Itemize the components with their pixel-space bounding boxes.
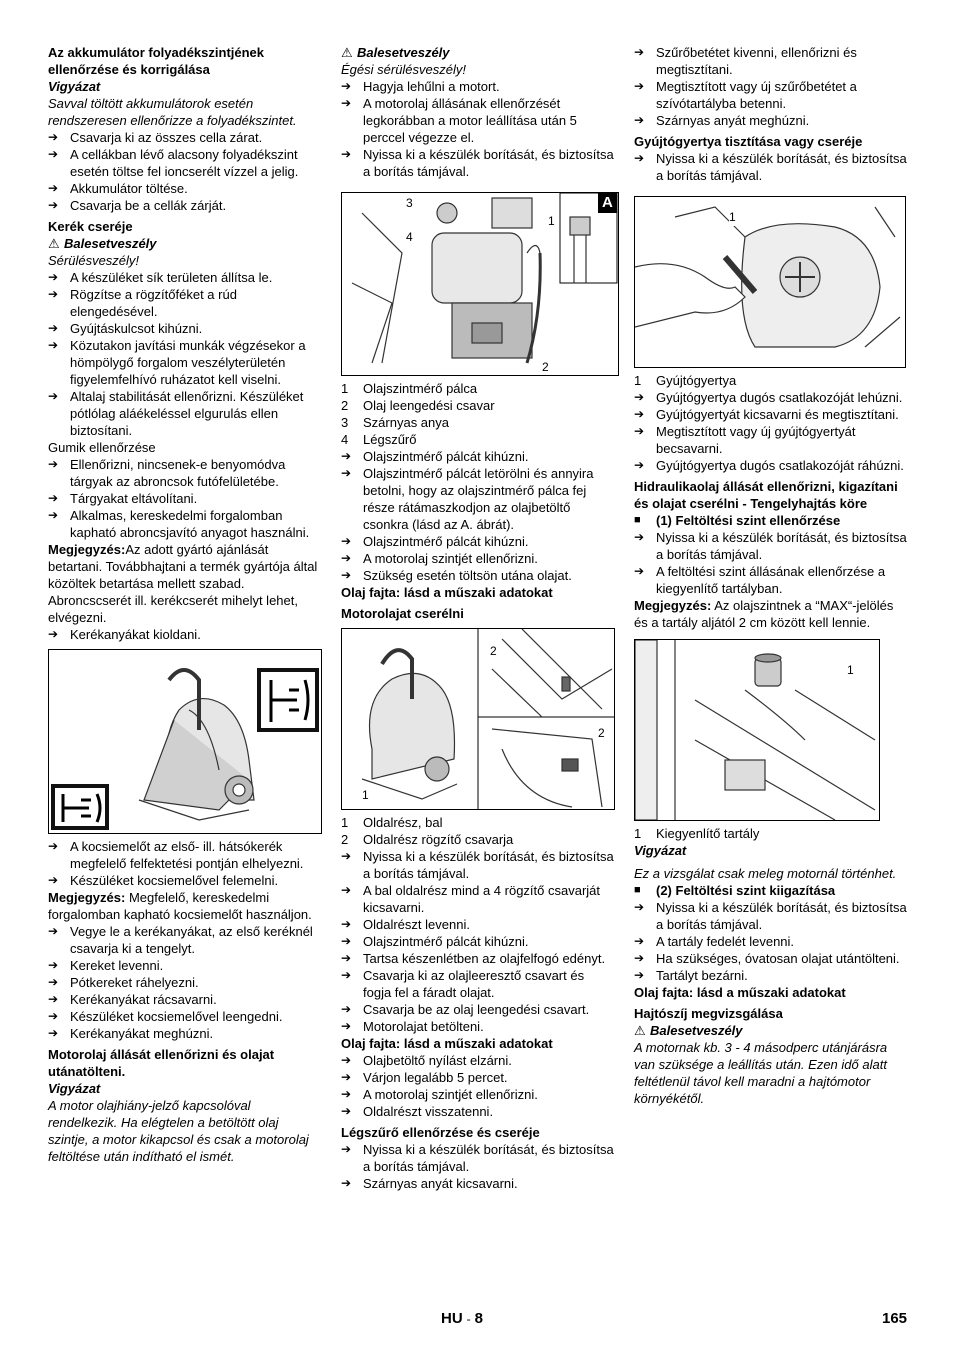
- arrow-icon: ➔: [48, 873, 59, 887]
- list-item: ➔ A tartály fedelét levenni.: [634, 934, 795, 949]
- arrow-icon: ➔: [341, 449, 352, 463]
- arrow-icon: ➔: [48, 389, 59, 403]
- hydraulic-adjust: ■ (2) Feltöltési szint kiigazítása: [634, 883, 836, 898]
- list-item: 2 Olaj leengedési csavar: [341, 398, 495, 413]
- arrow-icon: ➔: [634, 390, 645, 404]
- list-item: ➔ Olajszintmérő pálcát kihúzni.: [341, 934, 529, 949]
- arrow-icon: ➔: [341, 1019, 352, 1033]
- column-right: [634, 44, 908, 1107]
- arrow-icon: ➔: [48, 1026, 59, 1040]
- arrow-icon: ➔: [48, 130, 59, 144]
- list-item: ➔ Kerékanyákat meghúzni.: [48, 1026, 214, 1041]
- list-item: ➔ Rögzítse a rögzítőféket a rúd elengedésével.: [48, 287, 237, 319]
- list-item: ➔ Altalaj stabilitását ellenőrizni. Készüléket pótlólag aláékeléssel elgurulás ellen biztosítani.: [48, 389, 304, 438]
- arrow-icon: ➔: [48, 198, 59, 212]
- belt-danger: ⚠ Balesetveszély: [634, 1023, 743, 1038]
- list-item: ➔ Kereket levenni.: [48, 958, 164, 973]
- list-item: 1 Olajszintmérő pálca: [341, 381, 478, 396]
- callout-3: 3: [406, 196, 413, 210]
- arrow-icon: ➔: [341, 968, 352, 982]
- oil-caution: Vigyázat: [48, 1081, 101, 1096]
- figure-sweeper-jack-points: [48, 649, 322, 834]
- warning-triangle-icon: ⚠: [48, 236, 60, 251]
- footer-local-page: 8: [474, 1310, 484, 1327]
- list-item: ➔ A feltöltési szint állásának ellenőrzése a kiegyenlítő tartályban.: [634, 564, 886, 596]
- callout-1: 1: [847, 663, 854, 677]
- list-item: ➔ Nyissa ki a készülék borítását, és biztosítsa a borítás támjával.: [634, 151, 907, 183]
- hydraulic-note: Megjegyzés: Az olajszintnek a “MAX“-jelölés és a tartály aljától 2 cm között kell lennie.: [634, 598, 894, 630]
- list-item: ➔ Szárnyas anyát meghúzni.: [634, 113, 810, 128]
- footer-separator: -: [466, 1312, 471, 1326]
- legend-expansion-tank: 1 Kiegyenlítő tartály: [634, 826, 760, 841]
- list-item: ➔ A motorolaj szintjét ellenőrizni.: [341, 551, 538, 566]
- callout-2a: 2: [490, 644, 497, 658]
- arrow-icon: ➔: [341, 534, 352, 548]
- arrow-icon: ➔: [48, 975, 59, 989]
- arrow-icon: ➔: [634, 407, 645, 421]
- spark-plug-steps: [634, 389, 908, 474]
- burn-danger-text: Égési sérülésveszély!: [341, 62, 466, 77]
- arrow-icon: ➔: [341, 934, 352, 948]
- list-item: ➔ Csavarja ki az olajleeresztő csavart és fogja fel a fáradt olajat.: [341, 968, 585, 1000]
- list-item: ➔ Csavarja be az olaj leengedési csavart.: [341, 1002, 590, 1017]
- list-item: ➔ Nyissa ki a készülék borítását, és biztosítsa a borítás támjával.: [634, 530, 907, 562]
- arrow-icon: ➔: [48, 270, 59, 284]
- figure-engine: [341, 192, 619, 376]
- square-bullet-icon: ■: [634, 884, 641, 896]
- warning-triangle-icon: ⚠: [341, 45, 353, 60]
- arrow-icon: ➔: [634, 951, 645, 965]
- arrow-icon: ➔: [341, 1070, 352, 1084]
- battery-title: Az akkumulátor folyadékszintjének ellenőrzése és korrigálása: [48, 45, 265, 77]
- list-item: ➔ Motorolajat betölteni.: [341, 1019, 484, 1034]
- list-item: ➔ Nyissa ki a készülék borítását, és biztosítsa a borítás támjával.: [634, 900, 907, 932]
- hydraulic-check: ■ (1) Feltöltési szint ellenőrzése: [634, 513, 841, 528]
- change-steps: [48, 923, 322, 1042]
- arrow-icon: ➔: [634, 900, 645, 914]
- list-item: ➔ Készüléket kocsiemelővel leengedni.: [48, 1009, 283, 1024]
- list-item: ➔ A bal oldalrész mind a 4 rögzítő csavarját kicsavarni.: [341, 883, 601, 915]
- list-item: ➔ Oldalrészt levenni.: [341, 917, 470, 932]
- arrow-icon: ➔: [341, 79, 352, 93]
- list-item: ➔ Olajszintmérő pálcát letörölni és annyira betolni, hogy az olajszintmérő pálca fej része rátámaszkodjon az olajbetöltő csonkra (lásd az A. ábrát).: [341, 466, 594, 532]
- list-item: ➔ Olajszintmérő pálcát kihúzni.: [341, 534, 529, 549]
- arrow-icon: ➔: [48, 958, 59, 972]
- arrow-icon: ➔: [48, 839, 59, 853]
- arrow-icon: ➔: [48, 508, 59, 522]
- list-item: ➔ A motorolaj állásának ellenőrzését legkorábban a motor leállítása után 5 perccel végezze el.: [341, 96, 577, 145]
- arrow-icon: ➔: [341, 1104, 352, 1118]
- jack-steps: [48, 838, 322, 889]
- list-item: ➔ A cellákban lévő alacsony folyadékszint esetén töltse fel ioncserélt vízzel a jelig.: [48, 147, 299, 179]
- arrow-icon: ➔: [634, 113, 645, 127]
- list-item: ➔ Nyissa ki a készülék borítását, és biztosítsa a borítás támjával.: [341, 1142, 614, 1174]
- list-item: ➔ Kerékanyákat rácsavarni.: [48, 992, 217, 1007]
- column-middle: [341, 44, 615, 1192]
- oil-change-steps: [341, 848, 615, 1035]
- list-item: ➔ Várjon legalább 5 percet.: [341, 1070, 508, 1085]
- oil-title: Motorolaj állását ellenőrizni és olajat utánatölteni.: [48, 1047, 275, 1079]
- callout-1: 1: [729, 210, 736, 224]
- list-item: ➔ Gyújtógyertyát kicsavarni és megtisztítani.: [634, 407, 899, 422]
- column-left: [48, 44, 322, 1165]
- footer-page-number: 165: [882, 1310, 908, 1327]
- spark-plug-title: Gyújtógyertya tisztítása vagy cseréje: [634, 134, 863, 149]
- battery-caution: Vigyázat: [48, 79, 101, 94]
- callout-2: 2: [542, 360, 549, 374]
- oil-change-title: Motorolajat cserélni: [341, 606, 464, 621]
- expansion-tank-illustration: [635, 640, 879, 820]
- wheel-danger-text: Sérülésveszély!: [48, 253, 140, 268]
- spark-plug-illustration: [635, 197, 905, 367]
- arrow-icon: ➔: [341, 951, 352, 965]
- list-item: ➔ Nyissa ki a készülék borítását, és biztosítsa a borítás támjával.: [341, 147, 614, 179]
- list-item: ➔ Alkalmas, kereskedelmi forgalomban kapható abroncsjavító anyagot használni.: [48, 508, 310, 540]
- note-2: Megjegyzés: Megfelelő, kereskedelmi forgalomban kapható kocsiemelőt használjon.: [48, 890, 312, 922]
- hydraulic-steps-1: [634, 529, 908, 597]
- list-item: ➔ Ha szükséges, óvatosan olajat utántölteni.: [634, 951, 900, 966]
- wheel-title: Kerék cseréje: [48, 219, 133, 234]
- arrow-icon: ➔: [48, 287, 59, 301]
- arrow-icon: ➔: [341, 1087, 352, 1101]
- air-filter-steps: [341, 1141, 615, 1192]
- footer-language-page: [441, 1310, 483, 1328]
- arrow-icon: ➔: [341, 568, 352, 582]
- tire-steps: [48, 456, 322, 541]
- legend-side-panel: [341, 814, 615, 848]
- air-filter-title: Légszűrő ellenőrzése és cseréje: [341, 1125, 540, 1140]
- list-item: ➔ Megtisztított vagy új gyújtógyertyát becsavarni.: [634, 424, 856, 456]
- arrow-icon: ➔: [634, 564, 645, 578]
- burn-danger: ⚠ Balesetveszély: [341, 45, 450, 60]
- list-item: ➔ Szűrőbetétet kivenni, ellenőrizni és megtisztítani.: [634, 45, 857, 77]
- callout-4: 4: [406, 230, 413, 244]
- oil-type-2: Olaj fajta: lásd a műszaki adatokat: [341, 1036, 553, 1051]
- footer-lang: HU: [441, 1310, 463, 1327]
- arrow-icon: ➔: [341, 147, 352, 161]
- list-item: ➔ Közutakon javítási munkák végzésekor a hömpölygő forgalom veszélyterületén figyelemfelhívó ruházatot kell viselni.: [48, 338, 306, 387]
- tank-caution: Vigyázat: [634, 843, 687, 858]
- legend-engine: [341, 380, 615, 448]
- list-item: ➔ Oldalrészt visszatenni.: [341, 1104, 494, 1119]
- side-panel-illustration: [342, 629, 614, 809]
- list-item: ➔ Gyújtáskulcsot kihúzni.: [48, 321, 203, 336]
- list-item: 3 Szárnyas anya: [341, 415, 449, 430]
- dipstick-steps: [341, 448, 615, 584]
- battery-steps: [48, 129, 322, 214]
- belt-title: Hajtószíj megvizsgálása: [634, 1006, 783, 1021]
- arrow-icon: ➔: [341, 1142, 352, 1156]
- list-item: ➔ Nyissa ki a készülék borítását, és biztosítsa a borítás támjával.: [341, 849, 614, 881]
- hydraulic-steps-2: [634, 899, 908, 984]
- arrow-icon: ➔: [48, 321, 59, 335]
- list-item: ➔ Kerékanyákat kioldani.: [48, 627, 201, 642]
- arrow-icon: ➔: [48, 992, 59, 1006]
- belt-danger-text: A motornak kb. 3 - 4 másodperc utánjárásra van szüksége a leállítás után. Ezen idő alatt feltétlenül távol kell maradni a hajtómotor környékétől.: [634, 1040, 888, 1106]
- list-item: 2 Oldalrész rögzítő csavarja: [341, 832, 514, 847]
- danger-steps: [341, 78, 615, 180]
- oil-type-3: Olaj fajta: lásd a műszaki adatokat: [634, 985, 846, 1000]
- list-item: ➔ Gyújtógyertya dugós csatlakozóját lehúzni.: [634, 390, 903, 405]
- arrow-icon: ➔: [341, 1176, 352, 1190]
- air-filter-steps-cont: [634, 44, 908, 129]
- oil-caution-text: A motor olajhiány-jelző kapcsolóval rendelkezik. Ha elégtelen a betöltött olaj szintje, a motor kikapcsol és csak a motorolaj feltöltése után indítható el ismét.: [48, 1098, 309, 1164]
- arrow-icon: ➔: [341, 917, 352, 931]
- figure-side-panel: [341, 628, 615, 810]
- arrow-icon: ➔: [634, 968, 645, 982]
- arrow-icon: ➔: [341, 551, 352, 565]
- arrow-icon: ➔: [48, 627, 59, 641]
- callout-2b: 2: [598, 726, 605, 740]
- list-item: ➔ Vegye le a kerékanyákat, az első keréknél csavarja ki a tengelyt.: [48, 924, 313, 956]
- arrow-icon: ➔: [341, 849, 352, 863]
- arrow-icon: ➔: [341, 1002, 352, 1016]
- list-item: ➔ Ellenőrizni, nincsenek-e benyomódva tárgyak az abroncsok futófelületébe.: [48, 457, 286, 489]
- callout-A: A: [602, 194, 613, 211]
- list-item: ➔ Tartályt bezárni.: [634, 968, 748, 983]
- arrow-icon: ➔: [48, 924, 59, 938]
- list-item: ➔ A készüléket sík területen állítsa le.: [48, 270, 273, 285]
- arrow-icon: ➔: [48, 181, 59, 195]
- list-item: ➔ Olajbetöltő nyílást elzárni.: [341, 1053, 512, 1068]
- arrow-icon: ➔: [634, 79, 645, 93]
- list-item: ➔ Olajszintmérő pálcát kihúzni.: [341, 449, 529, 464]
- arrow-icon: ➔: [634, 151, 645, 165]
- arrow-icon: ➔: [48, 1009, 59, 1023]
- list-item: ➔ Szárnyas anyát kicsavarni.: [341, 1176, 518, 1191]
- oil-type-1: Olaj fajta: lásd a műszaki adatokat: [341, 585, 553, 600]
- list-item: ➔ Készüléket kocsiemelővel felemelni.: [48, 873, 279, 888]
- list-item: ➔ A kocsiemelőt az első- ill. hátsókerék megfelelő felfektetési pontján elhelyezni.: [48, 839, 304, 871]
- arrow-icon: ➔: [341, 96, 352, 110]
- arrow-icon: ➔: [48, 338, 59, 352]
- hydraulic-title: Hidraulikaolaj állását ellenőrizni, kigazítani és olajat cserélni - Tengelyhajtás köre: [634, 479, 898, 511]
- refill-steps: [341, 1052, 615, 1120]
- callout-1: 1: [548, 214, 555, 228]
- arrow-icon: ➔: [48, 147, 59, 161]
- wheel-danger: ⚠ Balesetveszély: [48, 236, 157, 251]
- arrow-icon: ➔: [634, 45, 645, 59]
- figure-spark-plug: [634, 196, 906, 368]
- arrow-icon: ➔: [634, 934, 645, 948]
- note-1: Megjegyzés:Az adott gyártó ajánlását betartani. Továbbhajtani a termék gyártója által közöltek betartása mellett szabad. Abroncscserét ill. kerékcserét mihelyt lehet, elvégezni.: [48, 542, 318, 625]
- legend-spark-plug: 1 Gyújtógyertya: [634, 373, 737, 388]
- list-item: ➔ Csavarja be a cellák zárját.: [48, 198, 227, 213]
- warning-triangle-icon: ⚠: [634, 1023, 646, 1038]
- battery-caution-text: Savval töltött akkumulátorok esetén rendszeresen ellenőrizze a folyadékszintet.: [48, 96, 297, 128]
- arrow-icon: ➔: [634, 424, 645, 438]
- list-item: 4 Légszűrő: [341, 432, 417, 447]
- list-item: ➔ Hagyja lehűlni a motort.: [341, 79, 500, 94]
- arrow-icon: ➔: [341, 883, 352, 897]
- arrow-icon: ➔: [341, 466, 352, 480]
- tank-caution-text: Ez a vizsgálat csak meleg motornál történhet.: [634, 866, 897, 881]
- sweeper-illustration: [49, 650, 321, 833]
- arrow-icon: ➔: [341, 1053, 352, 1067]
- list-item: ➔ A motorolaj szintjét ellenőrizni.: [341, 1087, 538, 1102]
- list-item: ➔ Megtisztított vagy új szűrőbetétet a szívótartályba betenni.: [634, 79, 857, 111]
- arrow-icon: ➔: [634, 458, 645, 472]
- list-item: ➔ Tartsa készenlétben az olajfelfogó edényt.: [341, 951, 606, 966]
- list-item: 1 Oldalrész, bal: [341, 815, 443, 830]
- arrow-icon: ➔: [48, 491, 59, 505]
- arrow-icon: ➔: [634, 530, 645, 544]
- arrow-icon: ➔: [48, 457, 59, 471]
- list-item: ➔ Szükség esetén töltsön utána olajat.: [341, 568, 572, 583]
- figure-expansion-tank: [634, 639, 880, 821]
- callout-1: 1: [362, 788, 369, 802]
- list-item: ➔ Gyújtógyertya dugós csatlakozóját ráhúzni.: [634, 458, 904, 473]
- list-item: ➔ Pótkereket ráhelyezni.: [48, 975, 199, 990]
- list-item: ➔ Akkumulátor töltése.: [48, 181, 188, 196]
- square-bullet-icon: ■: [634, 514, 641, 526]
- list-item: ➔ Tárgyakat eltávolítani.: [48, 491, 198, 506]
- list-item: ➔ Csavarja ki az összes cella zárat.: [48, 130, 263, 145]
- tire-check: Gumik ellenőrzése: [48, 440, 156, 455]
- wheel-steps: [48, 269, 322, 439]
- engine-illustration: [342, 193, 618, 375]
